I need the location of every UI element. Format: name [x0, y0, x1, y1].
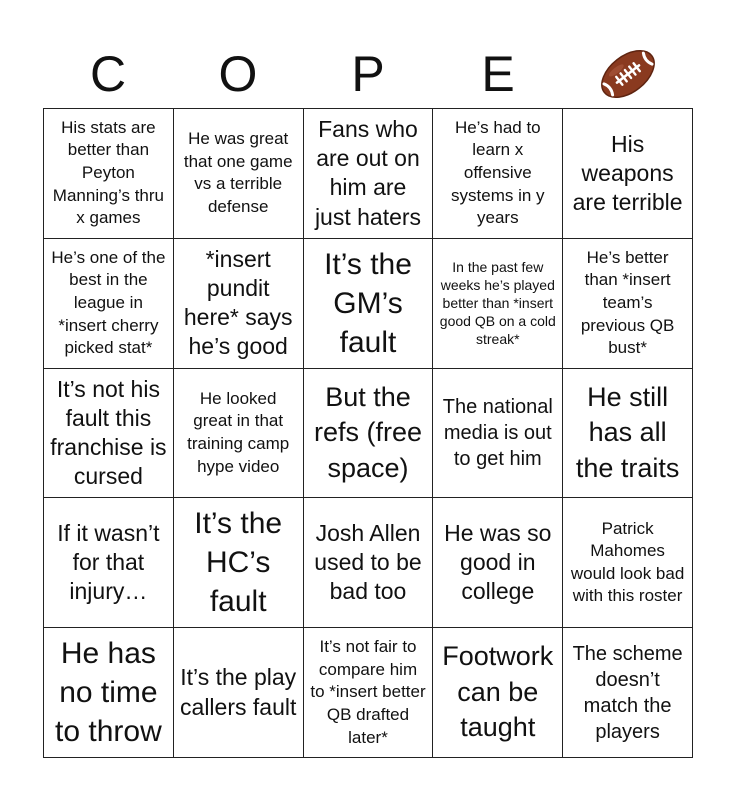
square-text: *insert pundit here* says he’s good	[183, 245, 293, 360]
bingo-square[interactable]	[174, 498, 304, 628]
square-text: He has no time to throw	[55, 637, 162, 749]
square-text: It’s the play callers fault	[180, 664, 297, 720]
bingo-square[interactable]	[433, 498, 563, 628]
bingo-square[interactable]	[433, 239, 563, 369]
bingo-square[interactable]	[44, 369, 174, 499]
bingo-square[interactable]	[44, 628, 174, 758]
square-text: His weapons are terrible	[572, 130, 683, 215]
bingo-square[interactable]	[433, 109, 563, 239]
bingo-square[interactable]	[563, 369, 693, 499]
square-text: His stats are better than Peyton Manning’s thru x games	[52, 117, 164, 228]
square-text: Footwork can be taught	[442, 641, 554, 743]
square-text: If it wasn’t for that injury…	[57, 519, 160, 605]
bingo-grid	[43, 108, 693, 758]
square-text: He still has all the traits	[575, 381, 680, 483]
bingo-square[interactable]	[433, 628, 563, 758]
card-header	[43, 40, 693, 108]
square-text: Patrick Mahomes would look bad with this roster	[570, 518, 685, 606]
square-text: He looked great in that training camp hype video	[187, 388, 290, 476]
american-football-icon	[563, 40, 693, 108]
bingo-square[interactable]	[44, 109, 174, 239]
square-text: It’s the HC’s fault	[194, 507, 283, 619]
bingo-square[interactable]	[174, 109, 304, 239]
square-text: He’s one of the best in the league in *insert cherry picked stat*	[51, 247, 166, 358]
bingo-square[interactable]	[44, 239, 174, 369]
bingo-square[interactable]	[563, 239, 693, 369]
header-letter-e: E	[481, 46, 515, 102]
square-text: He’s had to learn x offensive systems in y years	[451, 117, 545, 228]
square-text: Fans who are out on him are just haters	[314, 115, 422, 230]
bingo-square[interactable]	[304, 498, 434, 628]
bingo-square[interactable]	[304, 109, 434, 239]
bingo-square[interactable]	[304, 239, 434, 369]
square-text: It’s the GM’s fault	[324, 247, 412, 359]
bingo-square[interactable]	[174, 369, 304, 499]
bingo-square[interactable]	[174, 239, 304, 369]
square-text: In the past few weeks he’s played better than *insert good QB on a cold streak*	[439, 258, 556, 348]
square-text: The national media is out to get him	[442, 395, 553, 470]
square-text: He’s better than *insert team’s previous QB bust*	[580, 247, 675, 358]
bingo-square[interactable]	[174, 628, 304, 758]
square-text: The scheme doesn’t match the players	[572, 642, 683, 743]
square-text: It’s not his fault this franchise is cursed	[50, 375, 167, 490]
bingo-square[interactable]	[563, 109, 693, 239]
free-space-square[interactable]	[304, 369, 434, 499]
bingo-square[interactable]	[433, 369, 563, 499]
square-text: It’s not fair to compare him to *insert better QB drafted later*	[310, 637, 426, 747]
header-letter-o: O	[218, 46, 258, 102]
bingo-square[interactable]	[44, 498, 174, 628]
bingo-square[interactable]	[304, 628, 434, 758]
header-letter-c: C	[89, 46, 127, 102]
header-letter-p: P	[351, 46, 385, 102]
square-text: Josh Allen used to be bad too	[314, 519, 422, 605]
bingo-square[interactable]	[563, 498, 693, 628]
square-text: He was great that one game vs a terrible defense	[183, 129, 293, 216]
square-text: But the refs (free space)	[313, 381, 422, 483]
square-text: He was so good in college	[444, 519, 552, 605]
bingo-square[interactable]	[563, 628, 693, 758]
